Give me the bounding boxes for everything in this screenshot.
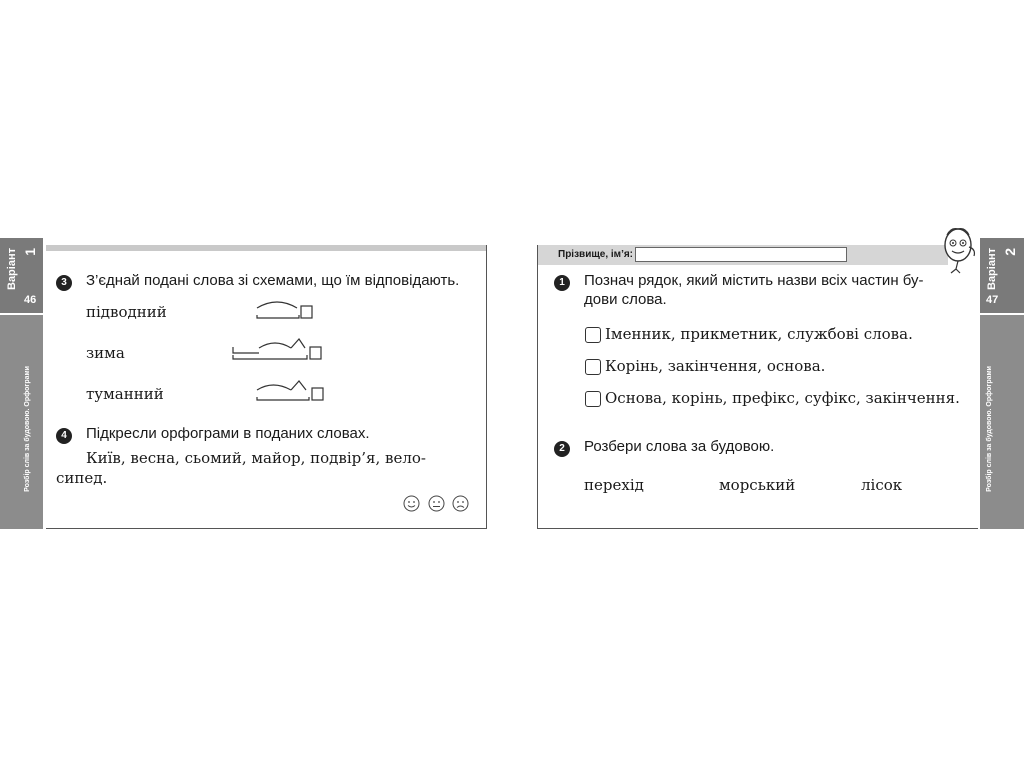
topic-label: Розбір слів за будовою. Орфограми [24, 366, 31, 492]
option-1-text: Іменник, прикметник, службові слова. [605, 325, 913, 343]
name-label: Прізвище, ім’я: [558, 249, 634, 260]
word-perekhid: перехід [584, 476, 644, 494]
task-2-instruction: Розбери слова за будовою. [584, 438, 775, 455]
page-number: 47 [986, 294, 999, 306]
task-4-number: 4 [56, 428, 72, 444]
mascot-icon [938, 223, 978, 275]
right-side-tab [980, 238, 1024, 529]
variant-label: Варіант [6, 248, 18, 290]
option-2-checkbox[interactable] [585, 359, 601, 375]
task-4-line-1: Київ, весна, сьомий, майор, подвір’я, вело- [86, 449, 426, 467]
word-morskyi: морський [719, 476, 796, 494]
page-number: 46 [24, 294, 37, 306]
name-field[interactable] [635, 247, 847, 262]
word-scheme-1 [251, 298, 321, 320]
variant-number: 2 [1002, 248, 1018, 256]
word-tumannyi: туманний [86, 385, 164, 403]
task-1-number: 1 [554, 275, 570, 291]
topic-label: Розбір слів за будовою. Орфограми [986, 366, 993, 492]
option-1-checkbox[interactable] [585, 327, 601, 343]
task-1-line-1: Познач рядок, який містить назви всіх частин бу- [584, 272, 924, 289]
smile-happy-icon[interactable] [403, 495, 420, 512]
task-2-number: 2 [554, 441, 570, 457]
option-2-text: Корінь, закінчення, основа. [605, 357, 826, 375]
word-lisok: лісок [861, 476, 903, 494]
variant-number: 1 [22, 248, 38, 256]
word-pidvodnyi: підводний [86, 303, 167, 321]
word-zyma: зима [86, 344, 125, 362]
task-3-number: 3 [56, 275, 72, 291]
variant-label: Варіант [986, 248, 998, 290]
task-3-instruction: З’єднай подані слова зі схемами, що їм відповідають. [86, 272, 460, 289]
left-side-tab [0, 238, 43, 529]
option-3-checkbox[interactable] [585, 391, 601, 407]
variant-block [0, 238, 43, 313]
right-card [537, 245, 978, 529]
task-1-line-2: дови слова. [584, 291, 667, 308]
word-scheme-3 [251, 378, 331, 402]
left-card [46, 245, 487, 529]
task-4-line-2: сипед. [56, 469, 108, 487]
variant-block [980, 238, 1024, 313]
word-scheme-2 [231, 337, 331, 361]
smile-neutral-icon[interactable] [428, 495, 445, 512]
task-4-instruction: Підкресли орфограми в поданих словах. [86, 425, 370, 442]
name-bar [538, 245, 948, 265]
smile-sad-icon[interactable] [452, 495, 469, 512]
option-3-text: Основа, корінь, префікс, суфікс, закінчення. [605, 389, 960, 407]
